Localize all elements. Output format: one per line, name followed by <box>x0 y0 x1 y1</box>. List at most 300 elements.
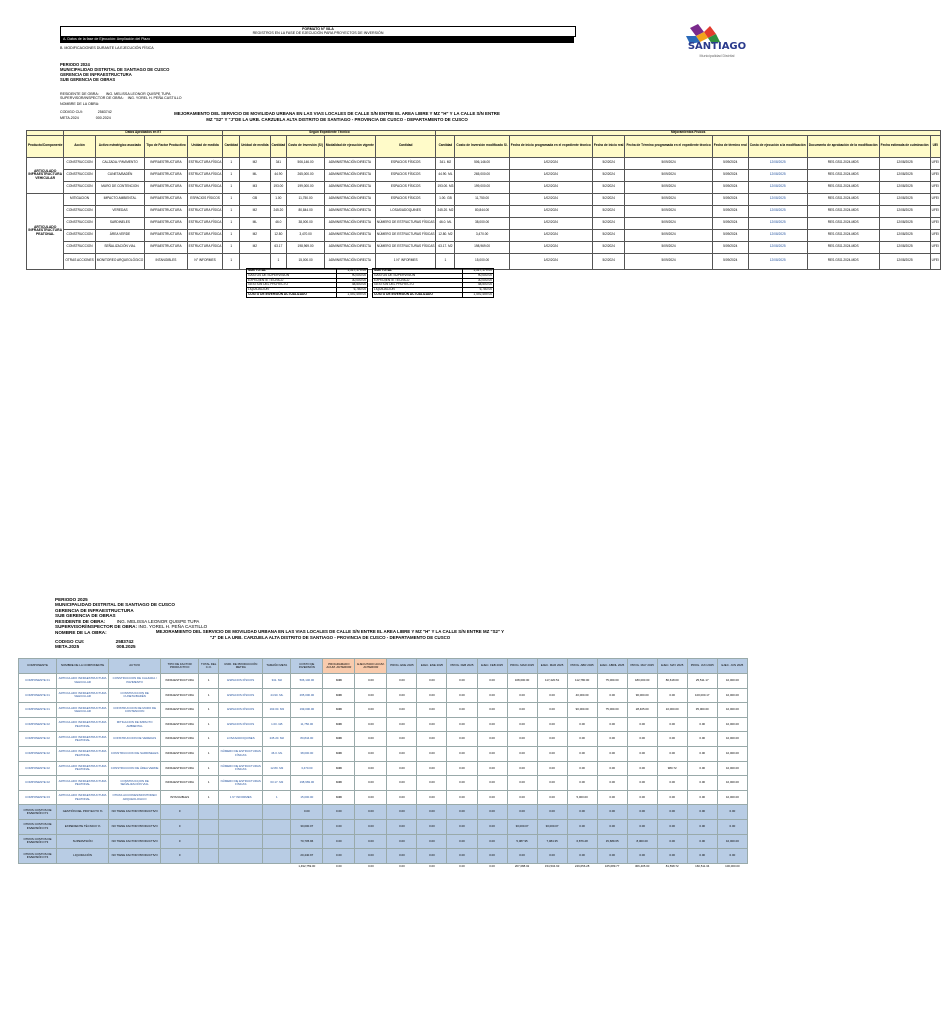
execution-cell: 265,000.00 <box>287 169 325 181</box>
prog-extra-cell: 30,000.07 <box>537 819 567 834</box>
prog-cell: ARTICULADO INFRAESTRUCTURA PEATONAL <box>57 790 109 805</box>
execution-cell: 1 <box>436 253 455 269</box>
execution-cell: 245.20 <box>270 205 287 217</box>
prog-extra-cell: 30,000.07 <box>507 819 537 834</box>
prog-extra-cell: 0.00 <box>657 834 687 849</box>
execution-cell: 12/08/2025 <box>879 241 930 253</box>
prog-cell: 10,000.00 <box>717 717 747 732</box>
execution-cell: 5/09/2024 <box>712 169 748 181</box>
prog-extra-cell: 20,440.97 <box>291 849 323 864</box>
execution-cell: ESTRUCTURA FÍSICA <box>187 157 223 169</box>
prog-extra-cell: 0 <box>161 805 199 820</box>
col-header: Fecha de inicio real <box>592 135 625 157</box>
prog-cell: 0.00 <box>355 717 387 732</box>
summary-value: 30,000.00 <box>462 278 493 283</box>
prog-cell: 0.00 <box>597 717 627 732</box>
prog-col-header: EJEC. FEB 2025 <box>477 659 507 674</box>
prog-cell: 0.00 <box>537 688 567 703</box>
execution-cell: INFRAESTRUCTURA <box>145 205 187 217</box>
execution-cell: 1/02/2024 <box>509 217 592 229</box>
execution-cell: 12/08/2025 <box>748 169 807 181</box>
prog-cell: COMPONENTE 02 <box>19 746 57 761</box>
prog-extra-cell: 0.00 <box>355 805 387 820</box>
prog-cell: 0.00 <box>687 746 717 761</box>
prog-cell: 0.00 <box>687 776 717 791</box>
prog-cell: 63.17. M2 <box>263 776 291 791</box>
prog-cell: NÚMERO DE ESTRUCTURAS FÍSICAS <box>219 746 263 761</box>
prog-cell: 117,420.51 <box>537 674 567 689</box>
execution-cell: CALZADA / PAVIMENTO <box>95 157 145 169</box>
summary-row <box>247 292 368 297</box>
execution-cell: 5/09/2024 <box>625 169 712 181</box>
prog-cell: 0.00 <box>477 688 507 703</box>
prog-row <box>19 776 748 791</box>
execution-cell: INFRAESTRUCTURA <box>145 217 187 229</box>
execution-cell: 12/08/2025 <box>879 157 930 169</box>
execution-cell: 1/02/2024 <box>509 229 592 241</box>
prog-cell: 0.00 <box>323 776 355 791</box>
prog-row <box>19 717 748 732</box>
prog-cell: 0.00 <box>597 761 627 776</box>
execution-cell: 15,000.00 <box>287 253 325 269</box>
prog-cell: 15,000.00 <box>291 790 323 805</box>
execution-cell: 12/08/2025 <box>748 253 807 269</box>
execution-cell: RES.GSG-2024-MDS <box>807 241 879 253</box>
prog-extra-cell <box>263 819 291 834</box>
execution-cell: 5/2/2024 <box>592 229 625 241</box>
prog-cell: 0.00 <box>447 703 477 718</box>
prog-cell: 90,000.00 <box>567 703 597 718</box>
prog-total-cell <box>161 863 199 870</box>
prog-extra-cell: 0.00 <box>355 819 387 834</box>
prog-cell: 10,000.00 <box>717 732 747 747</box>
prog-cell: 0.00 <box>447 746 477 761</box>
execution-cell: 1 <box>223 205 240 217</box>
prog-cell: 0.00 <box>477 732 507 747</box>
execution-cell: 193.00. M3 <box>436 181 455 193</box>
col-header: UEI <box>930 135 940 157</box>
subgerencia-label: SUB GERENCIA DE OBRAS <box>60 77 116 82</box>
prog-cell: 0.00 <box>537 790 567 805</box>
execution-cell: GB <box>240 193 270 205</box>
execution-cell: 38,000.00 <box>287 217 325 229</box>
prog-cell: CONSTRUCCION DE CUNETA/BADÉN <box>109 688 161 703</box>
prog-cell: 0.00 <box>387 674 417 689</box>
prog-cell: 0.00 <box>323 746 355 761</box>
prog-extra-cell: 0.00 <box>567 849 597 864</box>
execution-cell: 1 <box>223 253 240 269</box>
execution-cell: 12/08/2025 <box>879 169 930 181</box>
col-header: Modalidad de ejecución vigente <box>324 135 375 157</box>
execution-cell: CONSTRUCCION <box>64 241 95 253</box>
execution-table-body <box>27 157 941 269</box>
execution-cell: 199,000.00 <box>287 181 325 193</box>
execution-cell: 11,750.00 <box>287 193 325 205</box>
prog-cell: 12.80. M2 <box>263 761 291 776</box>
execution-cell: 5/2/2024 <box>592 169 625 181</box>
prog-cell: 0.00 <box>387 746 417 761</box>
prog-cell: COMPONENTE 02 <box>19 717 57 732</box>
component-cell: ARTICULADO INFRAESTRUCTURA VEHICULAR <box>27 157 64 193</box>
execution-cell: M2 <box>240 205 270 217</box>
prog-extra-cell <box>263 834 291 849</box>
prog-row <box>19 674 748 689</box>
prog-extra-cell: 70,705.96 <box>291 834 323 849</box>
prog-extra-cell: 6,876.28 <box>567 834 597 849</box>
programming-table-body <box>19 674 748 870</box>
prog-cell: 0.00 <box>597 746 627 761</box>
execution-cell: 5/09/2024 <box>712 217 748 229</box>
residente-label: RESIDENTE DE OBRA: <box>60 92 99 96</box>
prog-cell: 0.00 <box>507 703 537 718</box>
execution-cell: 5/09/2024 <box>712 229 748 241</box>
prog-cell: COMPONENTE 01 <box>19 703 57 718</box>
bottom-project-name <box>150 629 510 640</box>
summary-label: SUB TOTAL <box>247 269 337 274</box>
execution-cell: 1/02/2024 <box>509 241 592 253</box>
prog-col-header: EJEC. JUN 2025 <box>717 659 747 674</box>
summary-value: 30,000.00 <box>336 278 367 283</box>
prog-cell: 3,470.00 <box>291 761 323 776</box>
prog-cell: INFRAESTRUCTURA <box>161 717 199 732</box>
execution-row <box>27 229 941 241</box>
prog-cell: 10,000.00 <box>717 790 747 805</box>
prog-cell: 44.90. ML <box>263 688 291 703</box>
prog-extra-cell: NO TIENE FACTOR PRODUCTIVO <box>109 849 161 864</box>
prog-extra-cell: 7,084.35 <box>537 834 567 849</box>
execution-cell: 1/02/2024 <box>509 253 592 269</box>
prog-cell: INFRAESTRUCTURA <box>161 688 199 703</box>
execution-cell: 15,000.00 <box>455 253 509 269</box>
prog-cell: 0.00 <box>387 688 417 703</box>
execution-cell: UFEI <box>930 253 940 269</box>
prog-cell: 0.00 <box>323 790 355 805</box>
execution-cell: LOSAS/ADOQUINES <box>375 205 436 217</box>
prog-cell: 0.00 <box>417 746 447 761</box>
prog-extra-cell: 0.00 <box>447 819 477 834</box>
prog-cell: 0.00 <box>657 717 687 732</box>
execution-cell: NÚMERO DE ESTRUCTURAS FÍSICAS <box>375 241 436 253</box>
prog-cell: 0.00 <box>537 746 567 761</box>
execution-cell: 12/08/2025 <box>748 193 807 205</box>
execution-cell: 199,000.00 <box>455 181 509 193</box>
prog-cell: 265,000.00 <box>291 688 323 703</box>
prog-cell: 0.00 <box>417 688 447 703</box>
prog-cell: 0.00 <box>477 761 507 776</box>
bottom-info-block <box>55 597 355 650</box>
prog-cell: 506,146.00 <box>291 674 323 689</box>
prog-cell: 0.00 <box>417 776 447 791</box>
prog-col-header: UNID. DE PRODUCCIÓN METRA <box>219 659 263 674</box>
prog-extra-cell: EXPEDIENTE TÉCNICO % <box>57 819 109 834</box>
prog-cell: 0.00 <box>447 732 477 747</box>
execution-cell: 5/2/2024 <box>592 253 625 269</box>
execution-cell: ESPACIOS FÍSICOS <box>187 193 223 205</box>
codigo-2025-value: 2583742 <box>115 638 134 644</box>
execution-cell: 80,844.00 <box>455 205 509 217</box>
summary-label: GASTOS DE SUPERVISION <box>373 273 463 278</box>
prog-cell: 1 <box>199 761 219 776</box>
supervisor-label: SUPERVISOR/INSPECTOR DE OBRA: <box>60 96 124 101</box>
execution-cell: UFEI <box>930 181 940 193</box>
execution-cell: M2 <box>240 157 270 169</box>
execution-cell: RES.GSG-2024-MDS <box>807 253 879 269</box>
execution-cell: INFRAESTRUCTURA <box>145 169 187 181</box>
prog-cell: 0.00 <box>323 703 355 718</box>
execution-cell: INFRAESTRUCTURA <box>145 193 187 205</box>
execution-cell: 5/2/2024 <box>592 241 625 253</box>
execution-cell: 1/02/2024 <box>509 193 592 205</box>
codigo-label: CODIGO CUI: <box>60 109 83 114</box>
prog-extra-row <box>19 834 748 849</box>
logo-name: SANTIAGO <box>687 41 747 52</box>
prog-cell: 0.00 <box>477 790 507 805</box>
group-mid-header: Según Expediente Técnico <box>223 131 436 136</box>
execution-cell: ÁREA VERDE <box>95 229 145 241</box>
prog-cell: 10,000.00 <box>717 776 747 791</box>
execution-cell: UFEI <box>930 193 940 205</box>
prog-cell: INFRAESTRUCTURA <box>161 761 199 776</box>
prog-cell: LOSAS/ADOQUINES <box>219 732 263 747</box>
prog-extra-cell: 0.00 <box>355 834 387 849</box>
prog-cell: 28,405.00 <box>627 703 657 718</box>
prog-cell: INFRAESTRUCTURA <box>161 703 199 718</box>
prog-cell: 35,000.00 <box>687 703 717 718</box>
prog-cell: ARTICULADO INFRAESTRUCTURA PEATONAL <box>57 776 109 791</box>
periodo-2025-label: PERIODO 2025 <box>55 597 88 602</box>
execution-cell: ESPACIOS FÍSICOS <box>375 181 436 193</box>
codigo-2025-label: CODIGO CUI: <box>55 638 85 644</box>
execution-cell: VEREDAS <box>95 205 145 217</box>
prog-cell: CONSTRUCCION DE VEREDAS <box>109 732 161 747</box>
prog-cell: 0.00 <box>387 761 417 776</box>
col-header: Fecha de término real <box>712 135 748 157</box>
prog-extra-cell: 0.00 <box>567 819 597 834</box>
prog-col-header: PROG. MAY 2025 <box>627 659 657 674</box>
prog-cell: 0.00 <box>447 717 477 732</box>
prog-cell: ARTICULADO INFRAESTRUCTURA VEHICULAR <box>57 703 109 718</box>
periodo-label: PERIODO 2024 <box>60 62 90 67</box>
prog-extra-cell: OTROS COSTOS DE INVERSIÓN N°4 <box>19 849 57 864</box>
execution-cell: 12/08/2025 <box>879 229 930 241</box>
summary-value: 1,317,179.00 <box>462 269 493 274</box>
summary-value: 1,492,459.00 <box>336 292 367 297</box>
prog-cell: 0.00 <box>567 746 597 761</box>
prog-cell: 80,844.00 <box>291 732 323 747</box>
prog-cell: 0.00 <box>323 674 355 689</box>
prog-cell: ESPACIOS FÍSICOS <box>219 717 263 732</box>
execution-cell: CONSTRUCCION <box>64 217 95 229</box>
execution-cell: SARDINELES <box>95 217 145 229</box>
prog-extra-cell <box>199 834 219 849</box>
prog-cell: 0.00 <box>567 776 597 791</box>
prog-cell: 0.00 <box>447 761 477 776</box>
prog-extra-cell: 0.00 <box>507 849 537 864</box>
execution-cell: RES.GSG-2024-MDS <box>807 217 879 229</box>
execution-cell: NÚMERO DE ESTRUCTURAS FÍSICAS <box>375 229 436 241</box>
prog-cell: INFRAESTRUCTURA <box>161 732 199 747</box>
execution-cell: CONSTRUCCION <box>64 169 95 181</box>
execution-cell: 12/08/2025 <box>748 217 807 229</box>
execution-cell: RES.GSG-2024-MDS <box>807 193 879 205</box>
prog-extra-cell: 0.00 <box>717 805 747 820</box>
execution-cell: ESTRUCTURA FÍSICA <box>187 181 223 193</box>
execution-cell: 1 <box>223 193 240 205</box>
prog-cell: ARTICULADO INFRAESTRUCTURA PEATONAL <box>57 717 109 732</box>
prog-cell: 0.00 <box>355 776 387 791</box>
prog-cell: 0.00 <box>323 761 355 776</box>
summary-label: LIQUIDACIÓN <box>247 288 337 293</box>
prog-col-header: EJEC. ENE 2025 <box>417 659 447 674</box>
prog-extra-cell: 0.00 <box>477 849 507 864</box>
prog-extra-cell: 0.00 <box>717 819 747 834</box>
prog-cell: COMPONENTE 02 <box>19 732 57 747</box>
codigo-value: 2583742 <box>97 109 112 114</box>
supervisor-2025-value: ING. YOREL H. PEÑA CASTILLO <box>138 624 208 630</box>
prog-col-header: PROG. JUN 2025 <box>687 659 717 674</box>
prog-col-header: EJEC. ABRIL 2025 <box>597 659 627 674</box>
prog-cell: 1 N° INFORMES <box>219 790 263 805</box>
prog-extra-cell: GESTIÓN DEL PROYECTO % <box>57 805 109 820</box>
prog-cell: 0.00 <box>567 761 597 776</box>
prog-cell: 1 <box>199 703 219 718</box>
prog-cell: ESPACIOS FÍSICOS <box>219 688 263 703</box>
prog-extra-row <box>19 819 748 834</box>
execution-cell: 5/09/2024 <box>712 181 748 193</box>
prog-extra-cell: NO TIENE FACTOR PRODUCTIVO <box>109 834 161 849</box>
component-cell: ARTICULADO INFRAESTRUCTURA PEATONAL <box>27 193 64 269</box>
prog-extra-cell: 0.00 <box>387 819 417 834</box>
col-header: Cantidad <box>223 135 240 157</box>
prog-extra-row <box>19 849 748 864</box>
execution-cell: CONSTRUCCION <box>64 229 95 241</box>
execution-cell: 5/09/2024 <box>712 193 748 205</box>
subgerencia-2025-label: SUB GERENCIA DE OBRAS <box>55 613 116 619</box>
execution-cell: 5/09/2024 <box>625 205 712 217</box>
prog-extra-cell: 0.00 <box>657 849 687 864</box>
execution-cell: MONITOREO ARQUEOLÓGICO <box>95 253 145 269</box>
meta-value: 000.2024 <box>95 115 111 120</box>
prog-cell: 0.00 <box>387 790 417 805</box>
meta-2025-value: 008.2025 <box>116 644 136 650</box>
execution-cell: 46.0. ML <box>436 217 455 229</box>
prog-cell: 0.00 <box>537 732 567 747</box>
prog-cell: 0.00 <box>537 761 567 776</box>
execution-cell: ADMINISTRACIÓN DIRECTA <box>324 205 375 217</box>
residente-2025-value: ING. MELISSA LEONOR QUISPE TUPA <box>116 618 200 624</box>
execution-cell: 1 <box>223 169 240 181</box>
prog-cell: 0.00 <box>657 776 687 791</box>
prog-cell: 0.00 <box>355 746 387 761</box>
prog-cell: 0.00 <box>507 761 537 776</box>
prog-extra-cell: 0.00 <box>717 849 747 864</box>
execution-cell: ESTRUCTURA FÍSICA <box>187 205 223 217</box>
prog-col-header: PROG. ABR 2025 <box>567 659 597 674</box>
execution-cell: ADMINISTRACIÓN DIRECTA <box>324 157 375 169</box>
execution-cell: 63.17 <box>270 241 287 253</box>
top-project-name: MEJORAMIENTO DEL SERVICIO DE MOVILIDAD URBANA EN LAS VIAS LOCALES DE CALLE S/N ENTRE EL AREA LIBRE Y MZ "H" Y LA CALLE S/N ENTRE MZ "S2" Y "J"DE LA URB. CARZUELA ALTA DISTRITO DE SANTIAGO - PROVINCIA DE CUSCO - DEPARTAMENTO DE CUSCO <box>174 111 500 122</box>
prog-cell: 0.00 <box>355 674 387 689</box>
execution-cell: MURO DE CONTENCION <box>95 181 145 193</box>
prog-cell: 1 <box>199 746 219 761</box>
prog-cell: 198,969.00 <box>291 776 323 791</box>
prog-total-cell: 100,000.00 <box>725 864 740 869</box>
prog-cell: 0.00 <box>323 717 355 732</box>
prog-cell: CONSTRUCCION DE CALZADA / PAVIMENTO <box>109 674 161 689</box>
prog-cell: COMPONENTE 01 <box>19 674 57 689</box>
prog-col-header: PROG. FEB 2025 <box>447 659 477 674</box>
prog-row <box>19 688 748 703</box>
prog-total-cell: 207,088.02 <box>514 864 530 869</box>
execution-cell: 265,000.00 <box>455 169 509 181</box>
prog-cell: MITIGACION DE IMPACTO AMBIENTAL <box>109 717 161 732</box>
prog-extra-cell: 0.00 <box>447 805 477 820</box>
prog-extra-cell: 0 <box>161 834 199 849</box>
prog-col-header: COMPONENTE <box>19 659 57 674</box>
prog-cell: 0.00 <box>417 732 447 747</box>
execution-cell: RES.GSG-2024-MDS <box>807 169 879 181</box>
prog-cell: 0.00 <box>537 703 567 718</box>
execution-cell: IMPACTO AMBIENTAL <box>95 193 145 205</box>
prog-cell: 0.00 <box>537 717 567 732</box>
col-header: Costo de ejecución a la modificación <box>748 135 807 157</box>
prog-total-cell: 0.00 <box>368 864 374 869</box>
execution-cell: 5/09/2024 <box>712 253 748 269</box>
prog-extra-cell: SUPERVISIÓN <box>57 834 109 849</box>
prog-cell: INFRAESTRUCTURA <box>161 674 199 689</box>
col-header: Activo estratégico asociado <box>95 135 145 157</box>
prog-extra-cell: 0.00 <box>477 834 507 849</box>
summary-value: 90,000.00 <box>336 273 367 278</box>
execution-cell: 1 <box>223 217 240 229</box>
execution-cell: ML <box>240 169 270 181</box>
summary-label: LIQUIDACIÓN <box>373 288 463 293</box>
execution-cell: 5/2/2024 <box>592 217 625 229</box>
execution-cell: M3 <box>240 181 270 193</box>
execution-cell: 12/08/2025 <box>879 253 930 269</box>
prog-total-cell: 249,656.28 <box>574 864 590 869</box>
gerencia-2025-label: GERENCIA DE INFRAESTRUCTURA <box>55 607 134 613</box>
prog-total-cell <box>19 863 57 870</box>
prog-cell: 0.00 <box>657 746 687 761</box>
execution-cell: OTRAS ACCIONES <box>64 253 95 269</box>
santiago-logo <box>676 22 758 68</box>
summary-label: EXPEDIENTE TÉCNICO <box>247 278 337 283</box>
execution-cell: 1 <box>223 229 240 241</box>
execution-cell: UFEI <box>930 169 940 181</box>
summary-value: 48,500.00 <box>462 283 493 288</box>
prog-cell: 0.00 <box>417 674 447 689</box>
execution-cell: ESTRUCTURA FÍSICA <box>187 217 223 229</box>
prog-extra-cell <box>199 805 219 820</box>
prog-cell: 0.00 <box>627 790 657 805</box>
prog-cell: 0.00 <box>355 703 387 718</box>
prog-extra-cell: 0.00 <box>537 805 567 820</box>
prog-col-header: PROG. ENE 2025 <box>387 659 417 674</box>
col-header: Acción <box>64 135 95 157</box>
prog-extra-cell: 0.00 <box>387 805 417 820</box>
prog-cell: 0.00 <box>507 776 537 791</box>
prog-cell: 10,000.00 <box>657 703 687 718</box>
muni-label: MUNICIPALIDAD DISTRITAL DE SANTIAGO DE CUSCO <box>60 67 170 72</box>
execution-cell: 12/08/2025 <box>748 229 807 241</box>
meta-2025-label: META.2025 <box>55 644 80 650</box>
prog-extra-cell: 0.00 <box>417 834 447 849</box>
prog-total-cell: 0.00 <box>459 864 465 869</box>
prog-cell: 0.00 <box>387 717 417 732</box>
execution-cell: 1 <box>270 253 287 269</box>
section-a-bar: A. Datos de la fase de Ejecución: Ampliación del Plazo <box>60 37 574 43</box>
